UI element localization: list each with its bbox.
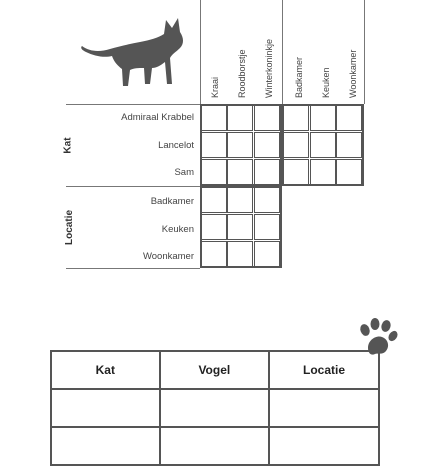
group-label-locatie: Locatie [64,209,76,246]
grid-cell[interactable] [227,187,253,213]
answer-cell[interactable] [51,389,160,427]
grid-cell[interactable] [201,132,227,158]
grid-cell[interactable] [227,105,253,131]
grid-cell[interactable] [254,105,280,131]
answer-table-header-row [51,351,379,389]
answer-table-row [51,427,379,465]
column-header-badkamer: Badkamer [294,56,304,98]
grid-cell[interactable] [283,159,309,185]
grid-cell[interactable] [227,159,253,185]
row-divider [66,104,200,105]
column-header-roodborstje: Roodborstje [237,49,247,98]
column-header-woonkamer: Woonkamer [348,49,358,98]
grid-cell[interactable] [283,132,309,158]
row-label-keuken: Keuken [161,224,194,235]
grid-cell[interactable] [227,132,253,158]
grid-cell[interactable] [336,159,362,185]
answer-table-row [51,389,379,427]
grid-cell[interactable] [201,105,227,131]
grid-cell[interactable] [310,159,336,185]
row-label-admiraal-krabbel: Admiraal Krabbel [121,112,194,123]
row-divider [66,186,200,187]
answer-cell[interactable] [160,389,269,427]
row-label-sam: Sam [174,167,194,178]
row-divider [66,268,200,269]
column-header-keuken: Keuken [321,67,331,98]
answer-cell[interactable] [269,427,379,465]
grid-cell[interactable] [227,214,253,240]
grid-cell[interactable] [201,159,227,185]
answer-cell[interactable] [269,389,379,427]
answer-cell[interactable] [160,427,269,465]
column-header-winterkoninkje: Winterkoninkje [264,38,274,98]
grid-cell[interactable] [227,241,253,267]
row-label-woonkamer: Woonkamer [142,251,194,262]
answer-header-kat: Kat [51,351,160,389]
grid-cell[interactable] [336,132,362,158]
answer-cell[interactable] [51,427,160,465]
grid-cell[interactable] [283,105,309,131]
grid-cell[interactable] [201,241,227,267]
answer-table [50,350,380,466]
grid-cell[interactable] [254,214,280,240]
grid-cell[interactable] [201,187,227,213]
grid-cell[interactable] [254,187,280,213]
grid-cell[interactable] [310,132,336,158]
grid-cell[interactable] [254,132,280,158]
cat-silhouette-icon [80,14,190,94]
group-label-kat: Kat [62,137,74,154]
grid-cell[interactable] [336,105,362,131]
grid-cell[interactable] [254,241,280,267]
column-header-kraai: Kraai [210,76,220,98]
header-divider [200,0,201,104]
answer-header-locatie: Locatie [269,351,379,389]
header-divider [282,0,283,104]
grid-cell[interactable] [201,214,227,240]
row-label-lancelot: Lancelot [158,140,194,151]
answer-header-vogel: Vogel [160,351,269,389]
header-divider [364,0,365,104]
row-label-badkamer: Badkamer [150,196,194,207]
grid-cell[interactable] [310,105,336,131]
grid-cell[interactable] [254,159,280,185]
